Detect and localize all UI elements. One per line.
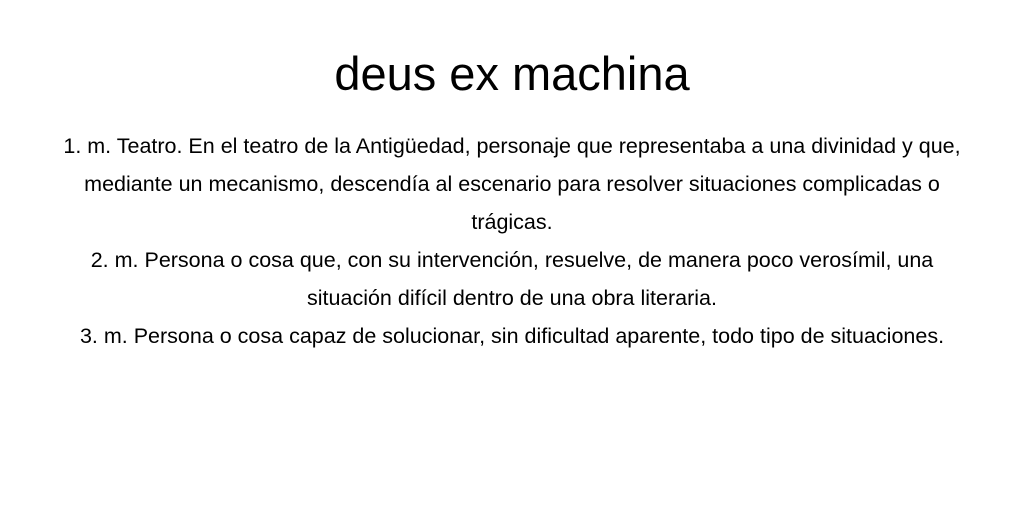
headword-title: deus ex machina — [334, 47, 690, 100]
definition-1: 1. m. Teatro. En el teatro de la Antigüedad, personaje que representaba a una divinidad y que, mediante un mecanismo, descendía al escenario para resolver situaciones complicadas o trágicas. — [63, 134, 961, 234]
definitions-list — [62, 127, 962, 355]
definition-3: 3. m. Persona o cosa capaz de solucionar, sin dificultad aparente, todo tipo de situaciones. — [79, 324, 945, 348]
definition-2: 2. m. Persona o cosa que, con su intervención, resuelve, de manera poco verosímil, una situación difícil dentro de una obra literaria. — [90, 248, 934, 310]
